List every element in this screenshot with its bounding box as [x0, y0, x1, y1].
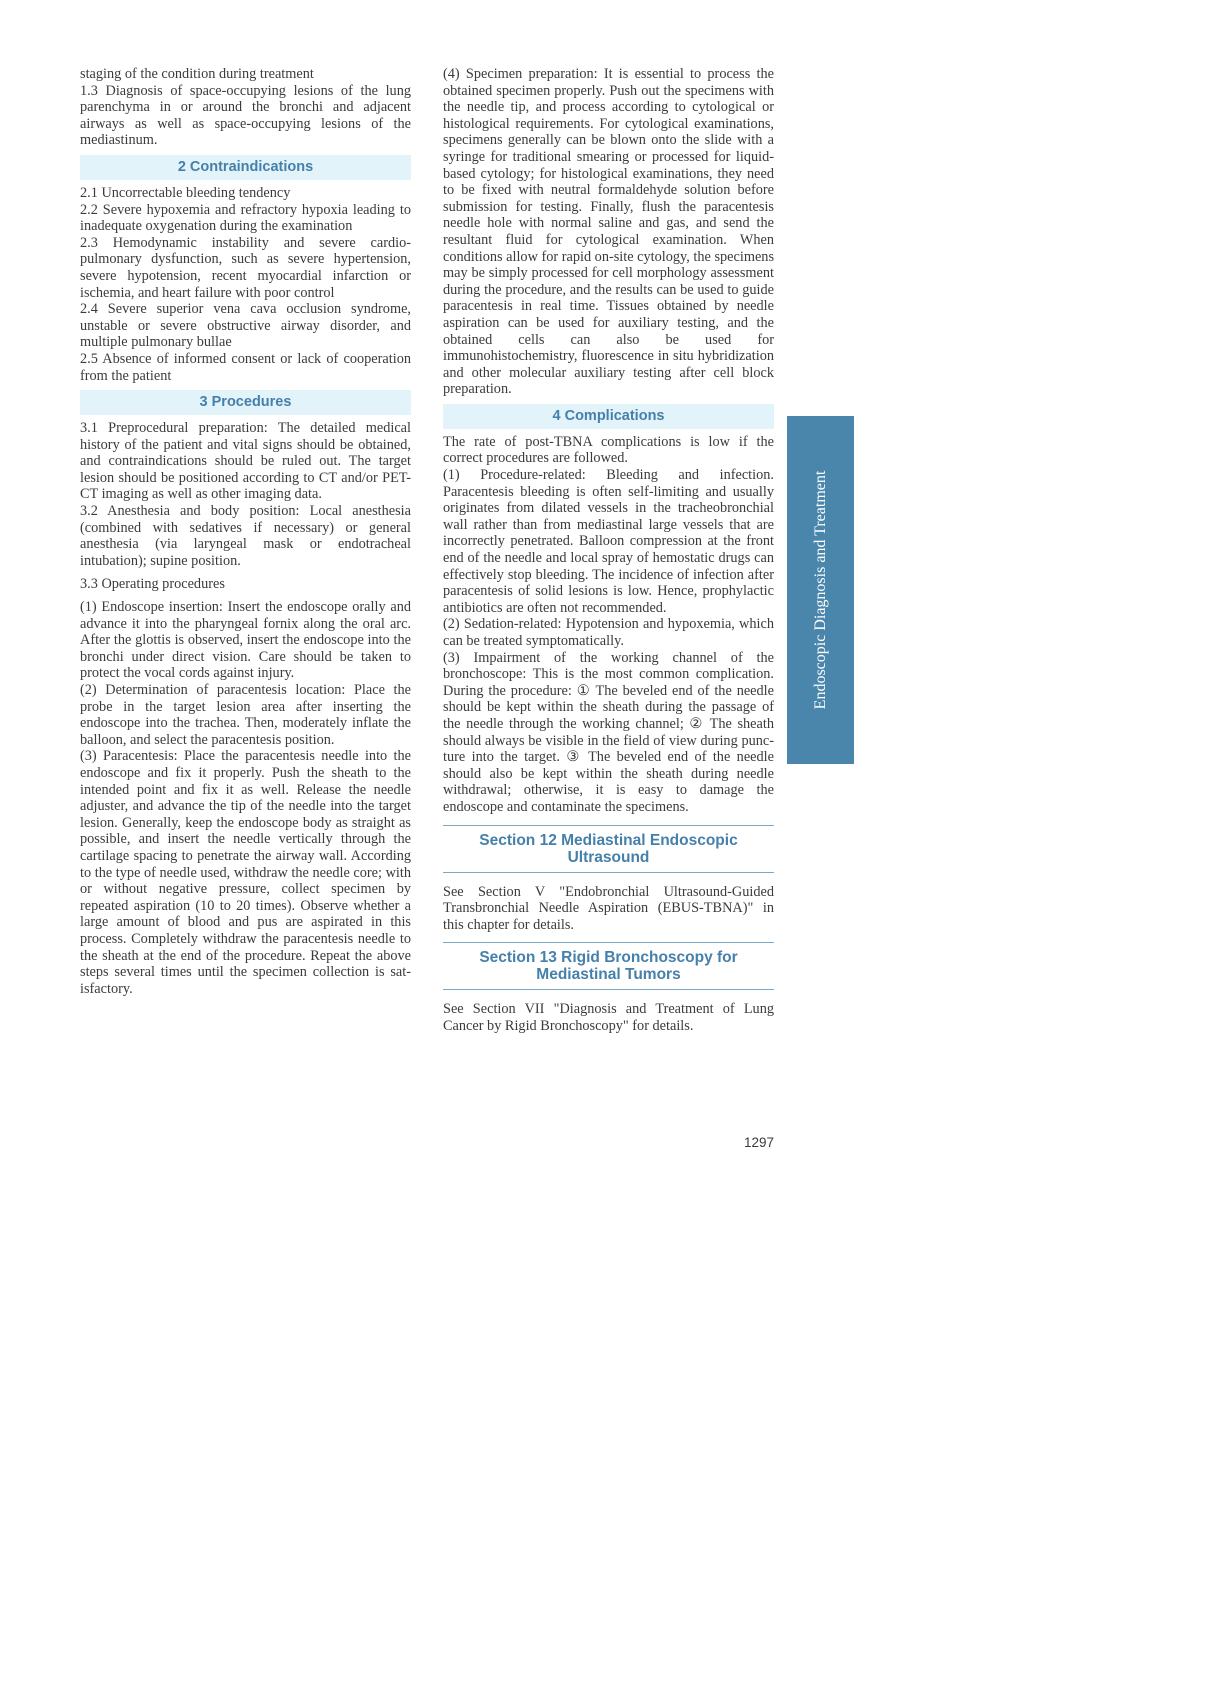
- contraindication-2-4: 2.4 Severe superior vena cava occlusion syndrome, unstable or severe obstructive airway disorder, and multiple pulmonary bullae: [80, 301, 411, 351]
- contraindication-2-5: 2.5 Absence of informed consent or lack of cooperation from the patient: [80, 350, 411, 384]
- left-column: [80, 66, 411, 997]
- procedure-step-3: (3) Paracentesis: Place the paracentesis needle into the endoscope and fix it properly. Push the sheath to the intended point and fix it as well. Release the needle adjuster, and advance the tip of the needle into the target lesion. Generally, keep the endoscope body as straight as possible, and insert the needle vertically through the cartilage spacing to penetrate the airway wall. According to the type of needle used, withdraw the needle core; with or without negative pressure, collect specimen by repeated aspiration (10 to 20 times). Observe whether a large amount of blood and pus are aspirated in this process. Completely withdraw the paracentesis needle to the sheath at the end of the procedure. Repeat the above steps several times until the specimen collection is satisfactory.: [80, 748, 411, 997]
- procedure-3-2: 3.2 Anesthesia and body position: Local anesthesia (combined with sedatives if necessary) or general anesthesia (via laryngeal mask or endotracheal intubation); supine position.: [80, 503, 411, 569]
- procedure-step-4: (4) Specimen preparation: It is essential to process the obtained specimen properly. Push out the specimens with the needle tip, and process according to cytological or histological requirements. For cytological examinations, specimens generally can be blown onto the slide with a syringe for traditional smearing or processed for liquid-based cytology; for histological examinations, they need to be fixed with neutral formaldehyde solution before submission for testing. Finally, flush the paracentesis needle hole with normal saline and gas, and send the resultant fluid for cytological examination. When conditions allow for rapid on-site cytology, the specimens may be simply processed for cell morphology assessment during the procedure, and the results can be used to guide paracentesis in real time. Tissues obtained by needle aspiration can be used for auxiliary testing, and the obtained cells can also be used for immunohistochemistry, fluorescence in situ hybridization and other molecular auxiliary testing after cell block preparation.: [443, 66, 775, 398]
- chapter-side-tab: [787, 416, 854, 764]
- section-12-text: See Section V "Endobronchial Ultrasound-Guided Transbronchial Needle Aspiration (EBUS-TBNA)" in this chapter for details.: [443, 883, 774, 933]
- procedure-3-3: 3.3 Operating procedures: [80, 576, 225, 593]
- contraindication-2-2: 2.2 Severe hypoxemia and refractory hypoxia leading to inadequate oxygenation during the examination: [80, 201, 411, 235]
- right-column: [443, 66, 774, 1035]
- section-13-title-line-1: Section 13 Rigid Bronchoscopy for: [479, 949, 738, 967]
- procedure-3-1: 3.1 Preprocedural preparation: The detailed medical history of the patient and vital signs should be obtained, and contraindications should be ruled out. The target lesion should be positioned according to CT and/or PET-CT imaging as well as other imaging data.: [80, 420, 411, 503]
- section-13-title-line-2: Mediastinal Tumors: [536, 966, 681, 984]
- contraindication-2-1: 2.1 Uncorrectable bleeding tendency: [80, 184, 291, 201]
- paragraph-indication-1-3: 1.3 Diagnosis of space-occupying lesions of the lung parenchyma in or around the bronchi and adjacent airways as well as space-occupying lesions of the mediastinum.: [80, 82, 411, 149]
- heading-complications: 4 Complications: [443, 404, 774, 429]
- side-tab-label: Endoscopic Diagnosis and Treatment: [811, 470, 829, 710]
- contraindication-2-3: 2.3 Hemodynamic instability and severe cardiopulmonary dysfunction, such as severe hypertension, severe hypotension, recent myocardial infarction or ischemia, and heart failure with poor control: [80, 234, 411, 301]
- complication-3: (3) Impairment of the working channel of the bronchoscope: This is the most common complication. During the procedure: ① The beveled end of the needle should be kept within the sheath during the passage of the needle through the working channel; ② The sheath should always be visible in the field of view during puncture into the target. ③ The beveled end of the needle should also be kept within the sheath during needle withdrawal; otherwise, it is easy to damage the endoscope and contaminate the specimens.: [443, 649, 774, 815]
- complication-2: (2) Sedation-related: Hypotension and hypoxemia, which can be treated symptomatically.: [443, 616, 774, 649]
- complications-intro: The rate of post-TBNA complications is low if the correct procedures are followed.: [443, 433, 774, 467]
- paragraph-staging: staging of the condition during treatment: [80, 66, 314, 82]
- procedure-step-2: (2) Determination of paracentesis location: Place the probe in the target lesion area after inserting the endoscope into the trachea. Then, moderately inflate the balloon, and select the paracentesis position.: [80, 682, 411, 748]
- section-12-title-line-1: Section 12 Mediastinal Endoscopic: [479, 831, 738, 849]
- heading-procedures: 3 Procedures: [80, 390, 411, 415]
- heading-contraindications: 2 Contraindications: [80, 155, 411, 180]
- procedure-step-1: (1) Endoscope insertion: Insert the endoscope orally and advance it into the pharyngeal fornix along the oral arc. After the glottis is observed, insert the endoscope into the bronchi under direct vision. Care should be taken to protect the vocal cords against injury.: [80, 599, 411, 682]
- complication-1: (1) Procedure-related: Bleeding and infection. Paracentesis bleeding is often self-limiting and usually originates from dilated vessels in the tracheobronchial wall rather than from mediastinal large vessels that are incorrectly penetrated. Balloon compression at the front end of the needle and local spray of hemostatic drugs can effectively stop bleeding. The incidence of infection after paracentesis of solid lesions is low. Hence, prophylactic antibiotics are often not recommended.: [443, 467, 774, 616]
- section-13-text: See Section VII "Diagnosis and Treatment of Lung Cancer by Rigid Bronchoscopy" for details.: [443, 1001, 774, 1034]
- section-12-title-line-2: Ultrasound: [567, 848, 650, 866]
- section-13-heading: [443, 942, 774, 990]
- section-12-heading: [443, 825, 774, 873]
- page-number: 1297: [743, 1135, 774, 1150]
